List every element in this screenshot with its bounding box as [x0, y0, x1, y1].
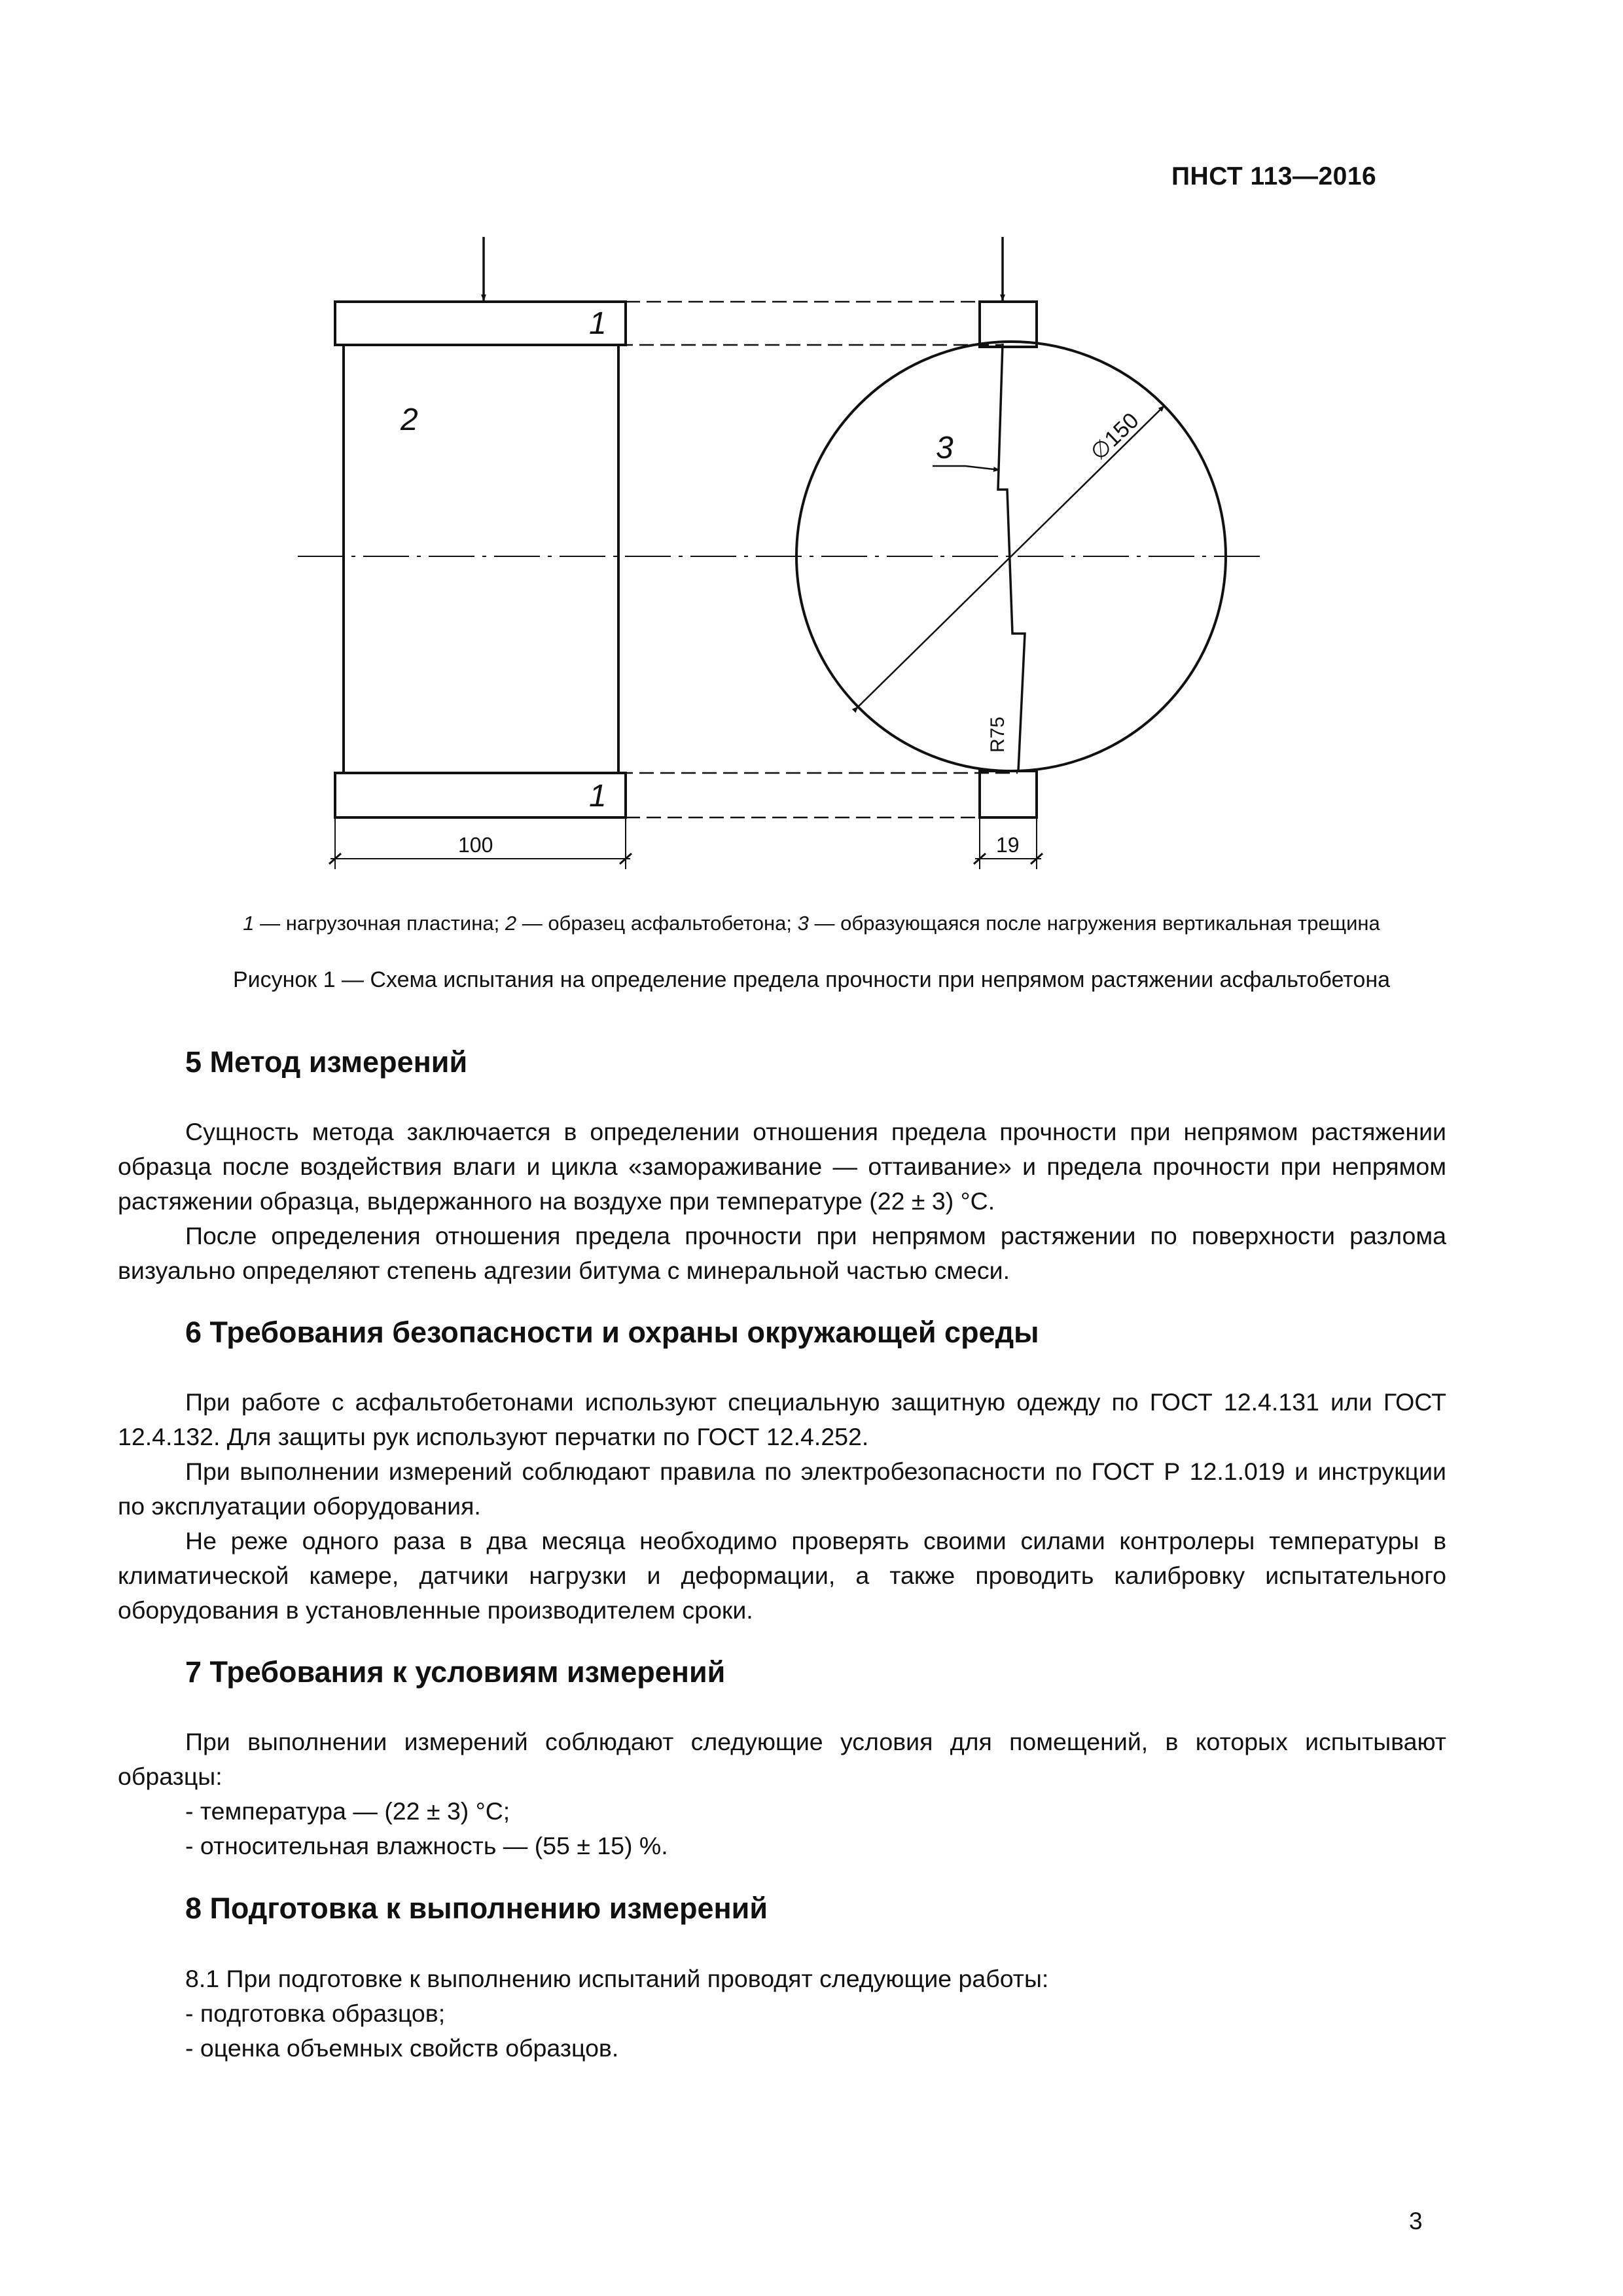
section-8-heading: 8 Подготовка к выполнению измерений — [185, 1892, 768, 1925]
legend-num-3: 3 — [797, 912, 809, 935]
section-6-paragraph-2: При выполнении измерений соблюдают правила по электробезопасности по ГОСТ Р 12.1.019 и инструкции по эксплуатации оборудования. — [118, 1458, 1446, 1520]
legend-text-1: — нагрузочная пластина; — [254, 912, 505, 935]
figure-caption: Рисунок 1 — Схема испытания на определение предела прочности при непрямом растяжении асфальтобетона — [232, 967, 1391, 992]
load-plate-top-right — [980, 302, 1037, 347]
section-7-paragraph-1: При выполнении измерений соблюдают следующие условия для помещений, в которых испытывают образцы: — [118, 1728, 1446, 1790]
section-5-heading: 5 Метод измерений — [185, 1045, 468, 1079]
legend-num-2: 2 — [505, 912, 517, 935]
label-width-right: 19 — [996, 833, 1020, 857]
label-specimen: 2 — [401, 403, 418, 437]
width-dimensions — [329, 817, 1043, 869]
test-scheme-figure — [288, 229, 1414, 884]
list-item-temperature: - температура — (22 ± 3) °С; — [185, 1797, 510, 1825]
document-code: ПНСТ 113—2016 — [1171, 162, 1377, 190]
list-item-humidity: - относительная влажность — (55 ± 15) %. — [185, 1832, 668, 1859]
label-radius: R75 — [987, 716, 1008, 753]
label-crack: 3 — [936, 431, 954, 465]
projection-lines — [618, 302, 1018, 817]
load-plate-top-left — [335, 302, 626, 345]
section-5-paragraph-2: После определения отношения предела прочности при непрямом растяжении по поверхности разлома визуально определяют степень адгезии битума с минеральной частью смеси. — [118, 1222, 1446, 1284]
list-item-volumetric-properties: - оценка объемных свойств образцов. — [185, 2034, 619, 2062]
section-5-paragraph-1: Сущность метода заключается в определении отношения предела прочности при непрямом растяжении образца после воздействия влаги и цикла «замораживание — оттаивание» и предела прочности при непрямом растяжении образца, выдержанного на воздухе при температуре (22 ± 3) °С. — [118, 1118, 1446, 1215]
label-plate-bottom: 1 — [589, 779, 607, 814]
specimen-side-view — [344, 345, 618, 773]
legend-text-3: — образующаяся после нагружения вертикальная трещина — [808, 912, 1380, 935]
crack-leader-line — [933, 466, 999, 470]
section-7-heading: 7 Требования к условиям измерений — [185, 1655, 726, 1689]
label-width-left: 100 — [458, 833, 493, 857]
label-plate-top: 1 — [589, 306, 607, 341]
clause-8-1: 8.1 При подготовке к выполнению испытаний проводят следующие работы: — [185, 1965, 1049, 1992]
legend-text-2: — образец асфальтобетона; — [516, 912, 798, 935]
load-plate-bottom-left — [335, 773, 626, 817]
vertical-crack — [998, 344, 1025, 771]
label-diameter: ∅150 — [1086, 408, 1144, 465]
load-plate-bottom-right — [980, 771, 1037, 817]
figure-legend — [0, 912, 1623, 935]
page-number: 3 — [1409, 2208, 1423, 2234]
section-6-paragraph-1: При работе с асфальтобетонами используют специальную защитную одежду по ГОСТ 12.4.131 или ГОСТ 12.4.132. Для защиты рук используют перчатки по ГОСТ 12.4.252. — [118, 1388, 1446, 1450]
legend-num-1: 1 — [243, 912, 255, 935]
section-6-paragraph-3: Не реже одного раза в два месяца необходимо проверять своими силами контролеры температуры в климатической камере, датчики нагрузки и деформации, а также проводить калибровку испытательного оборудования в установленные производителем сроки. — [118, 1527, 1446, 1624]
section-6-heading: 6 Требования безопасности и охраны окружающей среды — [185, 1316, 1039, 1349]
list-item-specimen-preparation: - подготовка образцов; — [185, 2000, 446, 2027]
